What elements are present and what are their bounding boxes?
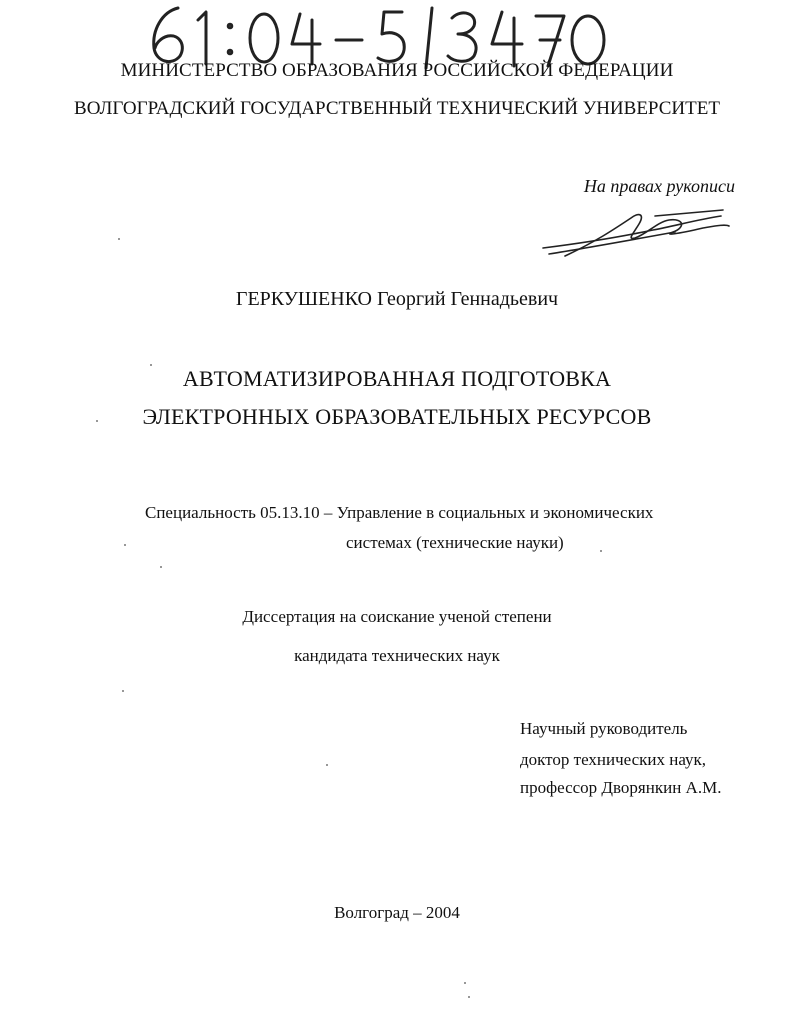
degree-line-1: Диссертация на соискание ученой степени — [242, 607, 552, 626]
scan-speck — [118, 238, 120, 240]
scan-speck — [326, 764, 328, 766]
signature — [535, 204, 735, 260]
ministry-name: МИНИСТЕРСТВО ОБРАЗОВАНИЯ РОССИЙСКОЙ ФЕДЕРАЦИИ — [120, 60, 674, 81]
scan-speck — [96, 420, 98, 422]
supervisor-label: Научный руководитель — [520, 719, 688, 738]
manuscript-rights-note: На правах рукописи — [583, 176, 735, 196]
dissertation-title-line-2: ЭЛЕКТРОННЫХ ОБРАЗОВАТЕЛЬНЫХ РЕСУРСОВ — [142, 404, 652, 429]
city-year: Волгоград – 2004 — [334, 903, 460, 922]
university-name: ВОЛГОГРАДСКИЙ ГОСУДАРСТВЕННЫЙ ТЕХНИЧЕСКИЙ УНИВЕРСИТЕТ — [74, 98, 720, 119]
scan-speck — [122, 690, 124, 692]
author-name: ГЕРКУШЕНКО Георгий Геннадьевич — [235, 288, 559, 310]
supervisor-name: профессор Дворянкин А.М. — [520, 778, 722, 797]
scan-speck — [124, 544, 126, 546]
specialty-line-2: системах (технические науки) — [346, 533, 564, 552]
supervisor-degree: доктор технических наук, — [520, 750, 707, 769]
dissertation-title-line-1: АВТОМАТИЗИРОВАННАЯ ПОДГОТОВКА — [182, 366, 612, 391]
scan-speck — [160, 566, 162, 568]
scan-speck — [464, 982, 466, 984]
scan-speck — [600, 550, 602, 552]
degree-line-2: кандидата технических наук — [294, 646, 500, 665]
scan-speck — [150, 364, 152, 366]
scan-speck — [468, 996, 470, 998]
specialty-line-1: Специальность 05.13.10 – Управление в социальных и экономических — [145, 503, 654, 522]
